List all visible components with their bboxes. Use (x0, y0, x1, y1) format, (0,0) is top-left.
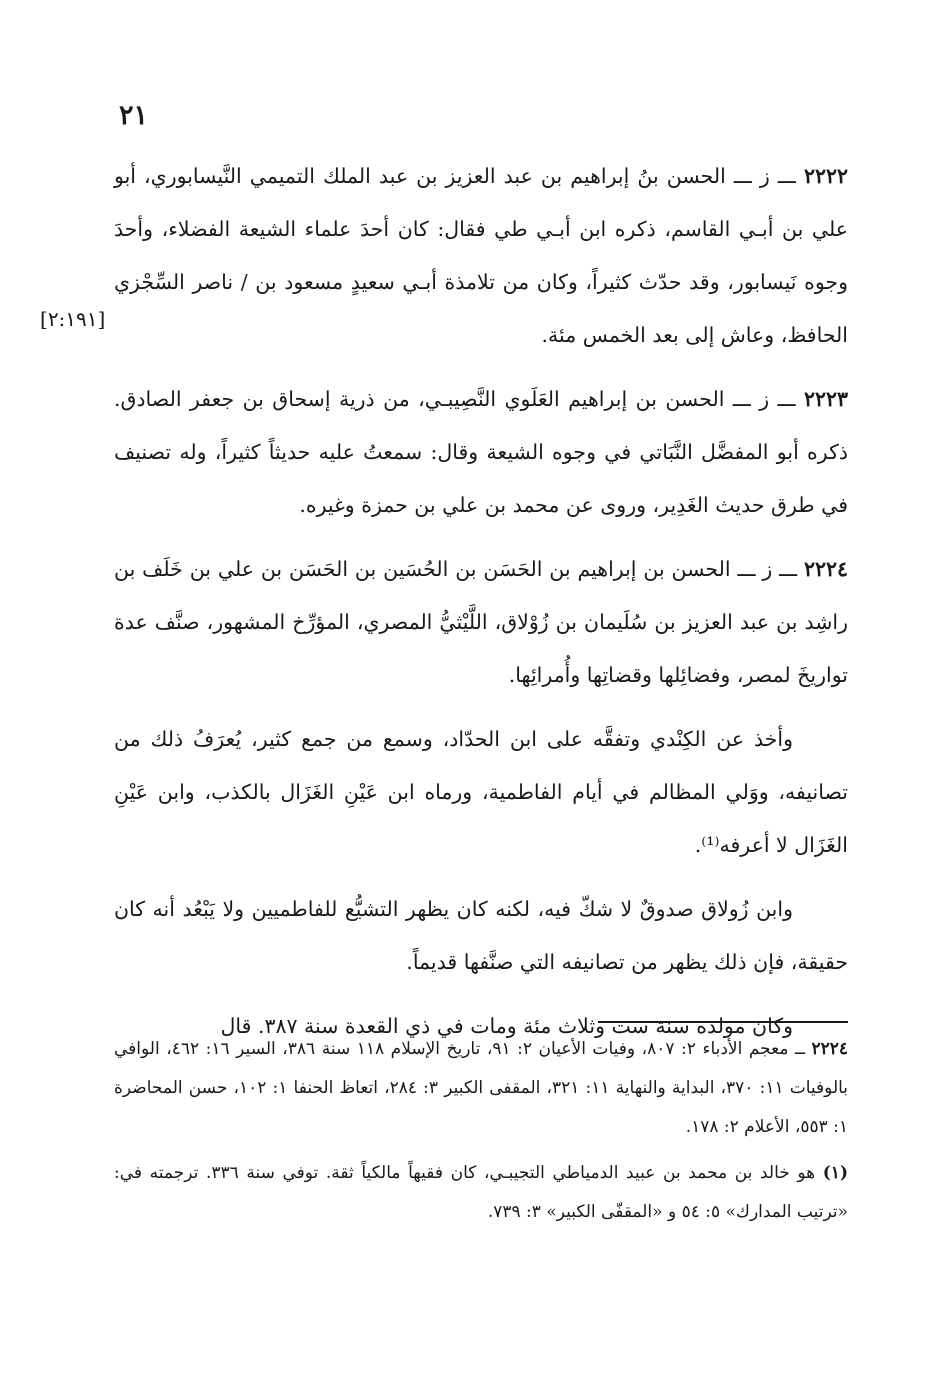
footnote-separator (598, 1021, 848, 1023)
footnote-text: ــ معجم الأدباء ٢: ٨٠٧، وفيات الأعيان ٢: ٩١، تاريخ الإسلام ١١٨ سنة ٣٨٦، السير ١٦: ٤٦٢، الوافي بالوفيات ١١: ٣٧٠، البداية والنهاية ١١: ٣٢١، المقفى الكبير ٣: ٢٨٤، اتعاظ الحنفا ١: ١٠٢، حسن المحاضرة ١: ٥٥٣، الأعلام ٢: ١٧٨. (114, 1039, 849, 1137)
entry-number: ٢٢٢٤ (803, 557, 848, 581)
footnotes (114, 1030, 848, 1239)
entry-2223 (114, 373, 848, 532)
footnote-sources (114, 1030, 848, 1147)
page-number: ٢١ (119, 100, 149, 131)
footnote-text: هو خالد بن محمد بن عبيد الدمياطي التجيبـي، كان فقيهاً مالكياً ثقة. توفي سنة ٣٣٦. ترجمته في: «ترتيب المدارك» ٥: ٥٤ و «المقفّى الكبير» ٣: ٧٣٩. (114, 1163, 848, 1222)
entry-2224 (114, 543, 848, 702)
main-text (114, 150, 848, 1064)
paragraph: وأخذ عن الكِنْدي وتفقَّه على ابن الحدّاد، وسمع من جمع كثير، يُعرَفُ ذلك من تصانيفه، ووَلي المظالم في أيام الفاطمية، ورماه ابن عَيْنِ الغَزَال بالكذب، وابن عَيْنِ الغَزَال لا أعرفه⁽¹⁾. (114, 727, 848, 857)
entry-number: ٢٢٢٢ (803, 164, 848, 188)
footnote-number: (١) (822, 1163, 848, 1183)
entry-text: ـــ ز ـــ الحسن بن إبراهيم بن الحَسَن بن الحُسَين بن الحَسَن بن علي بن خَلَف بن راشِد بن عبد العزيز بن سُلَيمان بن زُوْلاق، اللَّيْثيُّ المصري، المؤرِّخ المشهور، صنَّف عدة تواريخَ لمصر، وفضائِلها وقضاتِها وأُمرائِها. (114, 557, 848, 687)
entry-text: ـــ ز ـــ الحسن بنُ إبراهيم بن عبد العزيز بن عبد الملك التميمي النَّيسابوري، أبو علي بن أبـي القاسم، ذكره ابن أبـي طي فقال: كان أحدَ علماء الشيعة الفضلاء، وأحدَ وجوه نَيسابور، وقد حدّث كثيراً، وكان من تلامذة أبـي سعيدٍ مسعود بن / ناصر السِّجْزي الحافظ، وعاش إلى بعد الخمس مئة. (114, 164, 848, 347)
paragraph: وكان مولده سنة ست وثلاث مئة ومات في ذي القعدة سنة ٣٨٧. قال (220, 1014, 793, 1038)
paragraph: وابن زُولاق صدوقٌ لا شكّ فيه، لكنه كان يظهر التشيُّع للفاطميين ولا يَبْعُد أنه كان حقيقة، فإن ذلك يظهر من تصانيفه التي صنَّفها قديماً. (114, 897, 848, 974)
margin-volume-reference: [٢:١٩١] (40, 307, 106, 331)
entry-text: ـــ ز ـــ الحسن بن إبراهيم العَلَوي النَّصِيبـي، من ذرية إسحاق بن جعفر الصادق. ذكره أبو المفضَّل النَّبَاتي في وجوه الشيعة وقال: سمعتُ عليه حديثاً كثيراً، وله تصنيف في طرق حديث الغَدِير، وروى عن محمد بن علي بن حمزة وغيره. (114, 387, 848, 517)
footnote-1 (114, 1154, 848, 1232)
footnote-number: ٢٢٢٤ (811, 1039, 849, 1059)
entry-2222 (114, 150, 848, 362)
entry-number: ٢٢٢٣ (803, 387, 848, 411)
